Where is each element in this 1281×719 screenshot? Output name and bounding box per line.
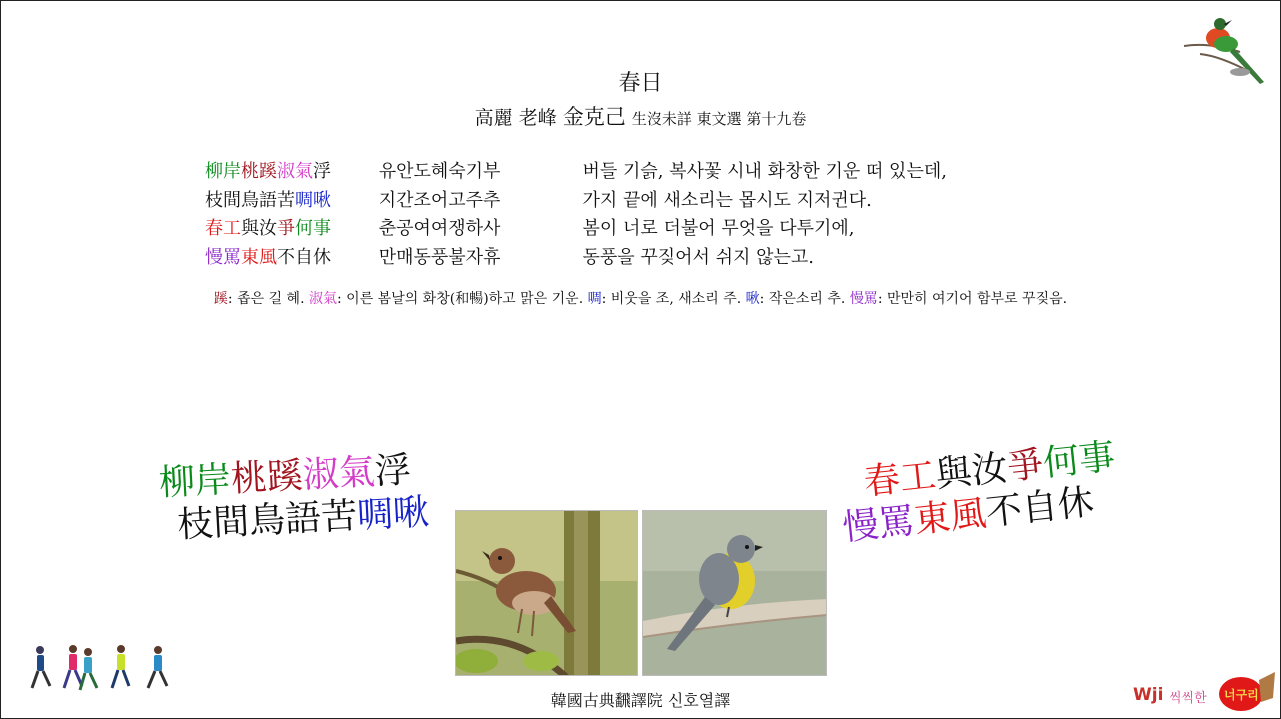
note-word-5: 慢罵 (849, 291, 878, 307)
runners-illustration-icon (28, 644, 173, 708)
note-text-2: : 이른 봄날의 화창(和暢)하고 맑은 기운. (337, 291, 588, 307)
translation-credit: 韓國古典飜譯院 신호열譯 (550, 691, 731, 710)
large-line-1: 柳岸桃蹊淑氣浮 (158, 449, 412, 504)
bird-illustration-icon (1180, 12, 1270, 94)
note-word-2: 淑氣 (309, 291, 337, 307)
note-text-1: : 좁은 길 혜. (227, 291, 309, 307)
poem-line-3-hanja: 春工與汝爭何事 (205, 218, 331, 239)
note-word-3: 啁 (587, 291, 602, 307)
poem-line-4-translation: 동풍을 꾸짖어서 쉬지 않는고. (582, 246, 815, 268)
source-meta: 生沒未詳 東文選 第十九卷 (631, 110, 807, 128)
poem-line-1-reading: 유안도혜숙기부 (378, 161, 501, 182)
poem-line-3 (205, 215, 947, 244)
poem-line-1 (205, 158, 947, 187)
nightingale-photo (455, 510, 638, 676)
note-word-1: 蹊 (213, 291, 228, 307)
note-text-5: : 만만히 여기어 함부로 꾸짖음. (877, 291, 1068, 307)
poem-line-4 (205, 244, 947, 273)
poem-line-2-hanja: 枝間鳥語苦啁啾 (205, 189, 331, 211)
poem-body (205, 158, 947, 272)
poem-subtitle (0, 101, 1281, 131)
poem-line-4-reading: 만매동풍불자휴 (378, 246, 501, 268)
poem-line-1-hanja: 柳岸桃蹊淑氣浮 (205, 161, 331, 182)
note-word-4: 啾 (745, 291, 760, 307)
logo-mark: Wji (1133, 685, 1164, 705)
logo-brand: 씩씩한 (1169, 691, 1207, 706)
note-text-4: : 작은소리 추. (759, 291, 850, 307)
author-name: 金克己 (562, 105, 626, 129)
large-couplet-left (158, 448, 430, 548)
large-line-4: 慢罵東風不自休 (840, 481, 1096, 550)
poem-line-3-translation: 봄이 너로 더불어 무엇을 다투기에, (582, 218, 855, 239)
large-line-3: 春工與汝爭何事 (862, 436, 1118, 504)
poem-line-2-reading: 지간조어고주추 (378, 189, 501, 211)
pen-name: 老峰 (518, 107, 557, 129)
poem-line-4-hanja: 慢罵東風不自休 (205, 246, 331, 268)
note-text-3: : 비웃을 조, 새소리 주. (601, 291, 746, 307)
glossary-notes (0, 288, 1281, 308)
dynasty: 高麗 (474, 107, 513, 129)
poem-line-2 (205, 187, 947, 216)
logo-stamp: 너구리 (1224, 688, 1259, 702)
poem-title: 春日 (618, 71, 663, 96)
poem-line-1-translation: 버들 기슭, 복사꽃 시내 화창한 기운 떠 있는데, (582, 161, 947, 182)
brand-logo (1133, 668, 1278, 717)
large-line-2: 枝間鳥語苦啁啾 (176, 492, 431, 547)
poem-line-2-translation: 가지 끝에 새소리는 몹시도 지저귄다. (582, 189, 872, 211)
yellow-robin-photo (642, 510, 827, 676)
poem-line-3-reading: 춘공여여쟁하사 (378, 218, 501, 239)
